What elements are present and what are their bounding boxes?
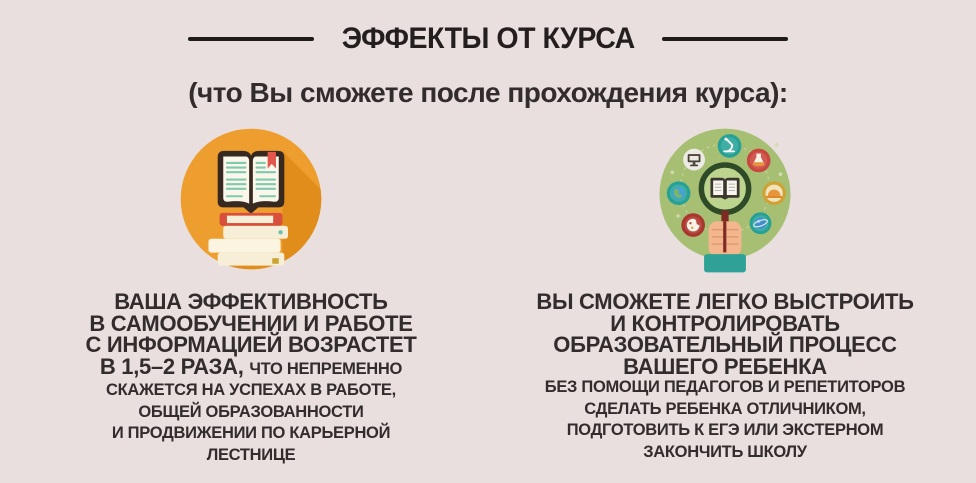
- book-in-lens-icon: [710, 178, 739, 200]
- detail-line: СКАЖЕТСЯ НА УСПЕХАХ В РАБОТЕ,: [106, 381, 396, 399]
- heading-line: ОБРАЗОВАТЕЛЬНЫЙ ПРОЦЕСС: [553, 332, 897, 357]
- sleeve: [704, 254, 746, 272]
- page-subtitle: (что Вы сможете после прохождения курса):: [188, 77, 788, 108]
- page-title: ЭФФЕКТЫ ОТ КУРСА: [341, 22, 635, 55]
- detail-line: ОБЩЕЙ ОБРАЗОВАННОСТИ: [138, 402, 364, 421]
- detail-line: И ПРОДВИЖЕНИИ ПО КАРЬЕРНОЙ: [111, 424, 391, 442]
- detail-line: ЛЕСТНИЦЕ: [206, 445, 296, 464]
- child-education-text: [536, 291, 913, 463]
- heading-line-small-part: ЧТО НЕПРЕМЕННО: [249, 359, 403, 378]
- open-book-icon: [218, 151, 285, 214]
- header: [0, 0, 976, 56]
- detail-line: БЕЗ ПОМОЩИ ПЕДАГОГОВ И РЕПЕТИТОРОВ: [544, 378, 906, 396]
- right-icon-wrap: [650, 125, 800, 275]
- title-divider-right: [662, 37, 788, 41]
- atom-globe-icon: [750, 212, 772, 234]
- detail-line: ЗАКОНЧИТЬ ШКОЛУ: [643, 442, 807, 461]
- detail-line: СДЕЛАТЬ РЕБЕНКА ОТЛИЧНИКОМ,: [584, 399, 866, 418]
- globe-icon: [667, 181, 691, 205]
- effect-card-self-learning: [28, 125, 474, 466]
- heading-line-big-part: В 1,5–2 РАЗА,: [99, 353, 244, 379]
- heading-line: ВАША ЭФФЕКТИВНОСТЬ: [114, 289, 388, 314]
- education-search-icon: [652, 125, 798, 276]
- microscope-icon: [718, 134, 742, 158]
- effects-columns: [0, 125, 976, 466]
- dome-icon: [762, 181, 786, 205]
- heading-line-mixed: [86, 353, 417, 381]
- title-divider-left: [188, 37, 314, 41]
- palette-icon: [681, 213, 705, 237]
- books-pile-icon: [208, 213, 288, 266]
- heading-line: С ИНФОРМАЦИЕЙ ВОЗРАСТЕТ: [85, 332, 417, 357]
- flask-icon: [747, 149, 771, 173]
- hand-icon: [709, 221, 742, 256]
- heading-line: ВАШЕГО РЕБЕНКА: [623, 353, 827, 379]
- self-learning-text: [86, 291, 417, 466]
- effect-card-child-education: [502, 125, 948, 466]
- left-icon-wrap: [176, 125, 326, 275]
- heading-line: И КОНТРОЛИРОВАТЬ: [610, 310, 840, 336]
- monitor-icon: [683, 149, 705, 171]
- detail-line: ПОДГОТОВИТЬ К ЕГЭ ИЛИ ЭКСТЕРНОМ: [566, 421, 884, 439]
- books-stack-icon: [177, 125, 325, 273]
- heading-line: В САМООБУЧЕНИИ И РАБОТЕ: [89, 310, 413, 336]
- heading-line: ВЫ СМОЖЕТЕ ЛЕГКО ВЫСТРОИТЬ: [536, 289, 914, 314]
